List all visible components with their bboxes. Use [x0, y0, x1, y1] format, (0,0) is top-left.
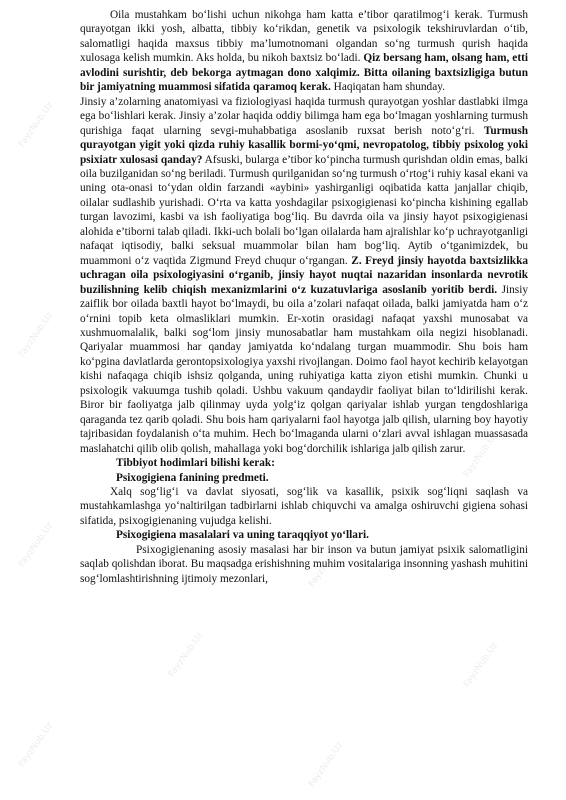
watermark-text: FayzNub.Uz [307, 330, 346, 380]
section-heading-subject: Psixogigiena fanining predmeti. [116, 471, 269, 484]
watermark-text: FayzNub.Uz [462, 220, 501, 270]
paragraph-text: Jinsiy a’zolarning anatomiyasi va fiziologiyasi haqida turmush qurayotgan yoshlar dastlabki ilmga ega bo‘lishlari kerak. Jinsiy a’zolar haqida oddiy bilimga ham ega bo‘lmagan yoshlarning turmush qurishiga faqat ularning sevgi-muhabbatiga asoslanib ruxsat berish noto‘g‘ri. [80, 95, 528, 137]
document-page [80, 8, 528, 586]
section-heading-issues: Psixogigiena masalalari va uning taraqqiyot yo‘llari. [116, 529, 369, 542]
paragraph-psychohygiene-task: Psixogigienaning asosiy masalasi har bir inson va butun jamiyat psixik salomatligini saqlab qolishdan iborat. Bu maqsadga erishishning muhim vositalariga insonning yashash muhitini sog‘lomlashtirishning ijtimoiy mezonlari, [80, 543, 528, 585]
paragraph-sexual-health [80, 95, 528, 456]
watermark-text: FayzNub.Uz [17, 100, 56, 150]
watermark-text: FayzNub.Uz [17, 720, 56, 770]
paragraph-marriage [80, 8, 528, 95]
paragraph-emphasis: Qiz bersang ham, olsang ham, etti avlodini surishtir, deb bekorga aytmagan dono xalqimiz. Bitta oilaning baxtsizligiga butun bir jamiyatning muammosi sifatida qaramoq kerak. [80, 52, 528, 94]
watermark-text: FayzNub.Uz [462, 640, 501, 690]
paragraph-psychohygiene-origin: Xalq sog‘lig‘i va davlat siyosati, sog‘lik va kasallik, psixik sog‘liqni saqlash va mustahkamlashga yo‘naltirilgan tadbirlarni ishlab chiquvchi va amalga oshiruvchi gigiena sohasi sifatida, psixogigienaning vujudga kelishi. [80, 485, 528, 527]
paragraph-emphasis: Z. Freyd jinsiy hayotda baxtsizlikka uchragan oila psixologiyasini o‘rganib, jinsiy hayot nuqtai nazaridan insonlarda nevrotik buzilishning kelib chiqish mexanizmlarini o‘z kuzatuvlariga asoslanib yoritib berdi. [80, 254, 529, 296]
watermark-text: FayzNub.Uz [307, 540, 346, 590]
paragraph-text: Oila mustahkam bo‘lishi uchun nikohga ham katta e’tibor qaratilmog‘i kerak. Turmush qurayotgan ikki yosh, albatta, tibbiy ko‘rikdan, genetik va psixologik tekshiruvlardan o‘tib, salomatligi haqida maxsus tibbiy ma’lumotnomani olgandan so‘ng turmush qurish haqida xulosaga kelish mumkin. Aks holda, bu nikoh baxtsiz bo‘ladi. [80, 9, 528, 65]
watermark-text: FayzNub.Uz [307, 740, 346, 790]
watermark-text: FayzNub.Uz [462, 430, 501, 480]
watermark-text: FayzNub.Uz [17, 520, 56, 570]
paragraph-emphasis: Turmush qurayotgan yigit yoki qizda ruhiy kasallik bormi-yo‘qmi, nevropatolog, tibbiy psixolog yoki psixiatr xulosasi qanday? [80, 124, 528, 166]
watermark-text: FayzNub.Uz [17, 310, 56, 360]
paragraph-text: Jinsiy zaiflik bor oilada baxtli hayot bo‘lmaydi, bu oila a’zolari nafaqat oilada, balki jamiyatda ham o‘z o‘rnini topib keta olmasliklari mumkin. Er-xotin orasidagi nafaqat yaxshi munosabat va xushmuomalalik, balki sog‘lom jinsiy munosabatlar ham mustahkam oila negizi hisoblanadi. Qariyalar muammosi har qanday jamiyatda ko‘ndalang turgan muammodir. Shu bois ham ko‘pgina davlatlarda gerontopsixologiya yaxshi rivojlangan. Doimo faol hayot kechirib kelayotgan kishi nafaqaga chiqib ishsiz qolganda, uning ruhiyatiga katta ziyon etishi mumkin. Chunki u psixologik vakuumga tushib qoladi. Ushbu vakuum qandaydir faoliyat bilan to‘ldirilishi kerak. Biror bir faoliyatga jalb qilinmay uyda yolg‘iz qolgan qariyalar ishlab yurgan tengdoshlariga qaraganda tez qarib qoladi. Shu bois ham qariyalarni faol hayotga jalb qilish, ularning boy hayotiy tajribasidan foydalanish o‘ta muhim. Hech bo‘lmaganda ularni o‘zlari avval ishlagan muassasada maslahatchi qilib olib qolish, mahallaga yoki bog‘dorchilik ishlariga jalb qilish zarur. [80, 283, 528, 455]
watermark-text: FayzNub.Uz [307, 110, 346, 160]
watermark-text: FayzNub.Uz [167, 630, 206, 680]
watermark-text: FayzNub.Uz [167, 210, 206, 260]
paragraph-text: Haqiqatan ham shunday. [330, 81, 445, 94]
paragraph-text: Afsuski, bularga e’tibor ko‘pincha turmush qurishdan oldin emas, balki oila buzilganidan so‘ng beriladi. Turmush qurilganidan so‘ng turmush o‘rtog‘i ruhiy kasal ekani va uning ota-onasi to‘ydan oldin farzandi «aybini» yashirganligi oqibatida katta janjallar chiqib, oilalar sudlashib yurishadi. O‘rta va katta yoshdagilar psixogigienasi ko‘pincha kishining egallab turgan lavozimi, kasbi va ish faoliyatiga bog‘liq. Bu davrda oila va jinsiy hayot psixogigienasi alohida e’tiborni talab qiladi. Ikki-uch bolali bo‘lgan oilalarda ham ajralishlar ko‘p uchrayotganligi nafaqat iqtisodiy, balki seksual muammolar bilan ham bog‘liq. Aytib o‘tganimizdek, bu muammoni o‘z vaqtida Zigmund Freyd chuqur o‘rgangan. [80, 153, 528, 267]
watermark-text: FayzNub.Uz [167, 420, 206, 470]
section-heading-must-know: Tibbiyot hodimlari bilishi kerak: [116, 457, 275, 470]
